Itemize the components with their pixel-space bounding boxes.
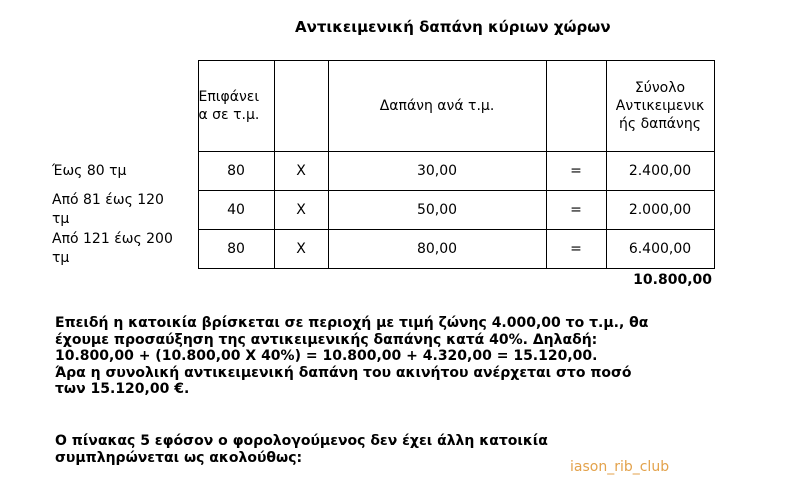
document-title: Αντικειμενική δαπάνη κύριων χώρων <box>295 18 611 36</box>
header-total-line: Σύνολο <box>634 80 686 96</box>
eq-cell: = <box>546 191 606 230</box>
table5-paragraph <box>55 433 548 466</box>
row-label <box>52 152 198 191</box>
cost-cell: 80,00 <box>328 230 546 269</box>
row-label-line: Από 81 έως 120 <box>52 192 164 208</box>
table-row <box>52 152 714 191</box>
row-label-line: τμ <box>52 211 70 227</box>
eq-cell: = <box>546 152 606 191</box>
header-eq-cell <box>546 61 606 152</box>
row-label-line: Από 121 έως 200 <box>52 231 173 247</box>
paragraph-line: 10.800,00 + (10.800,00 Χ 40%) = 10.800,00 + 4.320,00 = 15.120,00. <box>55 348 598 364</box>
paragraph-line: Επειδή η κατοικία βρίσκεται σε περιοχή με τιμή ζώνης 4.000,00 το τ.μ., θα <box>55 315 649 331</box>
cost-cell: 30,00 <box>328 152 546 191</box>
header-times-cell <box>274 61 328 152</box>
total-cell: 2.400,00 <box>606 152 714 191</box>
total-cell: 2.000,00 <box>606 191 714 230</box>
paragraph-line: των 15.120,00 €. <box>55 381 190 397</box>
paragraph-line: Άρα η συνολική αντικειμενική δαπάνη του ακινήτου ανέρχεται στο ποσό <box>55 364 632 381</box>
area-cell: 80 <box>198 152 274 191</box>
grand-total: 10.800,00 <box>633 272 712 288</box>
times-cell: X <box>274 191 328 230</box>
header-area-line: α σε τ.μ. <box>198 107 260 123</box>
cost-table <box>52 60 715 269</box>
header-cost-per-sqm: Δαπάνη ανά τ.μ. <box>328 61 546 152</box>
row-label-line: τμ <box>52 250 70 266</box>
area-cell: 80 <box>198 230 274 269</box>
row-label-line: Έως 80 τμ <box>52 162 127 179</box>
header-total-line: ής δαπάνης <box>619 116 701 132</box>
eq-cell: = <box>546 230 606 269</box>
total-cell: 6.400,00 <box>606 230 714 269</box>
header-total <box>606 61 714 152</box>
paragraph-line: συμπληρώνεται ως ακολούθως: <box>55 449 303 466</box>
cost-cell: 50,00 <box>328 191 546 230</box>
header-area <box>198 61 274 152</box>
calculation-paragraph <box>55 315 648 398</box>
row-label <box>52 230 198 269</box>
header-area-line: Επιφάνει <box>198 89 260 105</box>
header-empty-cell <box>52 61 198 152</box>
row-label <box>52 191 198 230</box>
times-cell: X <box>274 152 328 191</box>
table-row <box>52 191 714 230</box>
table-header-row <box>52 61 714 152</box>
table-row <box>52 230 714 269</box>
area-cell: 40 <box>198 191 274 230</box>
watermark: iason_rib_club <box>570 459 670 475</box>
paragraph-line: έχουμε προσαύξηση της αντικειμενικής δαπάνης κατά 40%. Δηλαδή: <box>55 331 598 348</box>
header-total-line: Αντικειμενικ <box>615 98 705 114</box>
times-cell: X <box>274 230 328 269</box>
paragraph-line: Ο πίνακας 5 εφόσον ο φορολογούμενος δεν έχει άλλη κατοικία <box>55 433 548 449</box>
